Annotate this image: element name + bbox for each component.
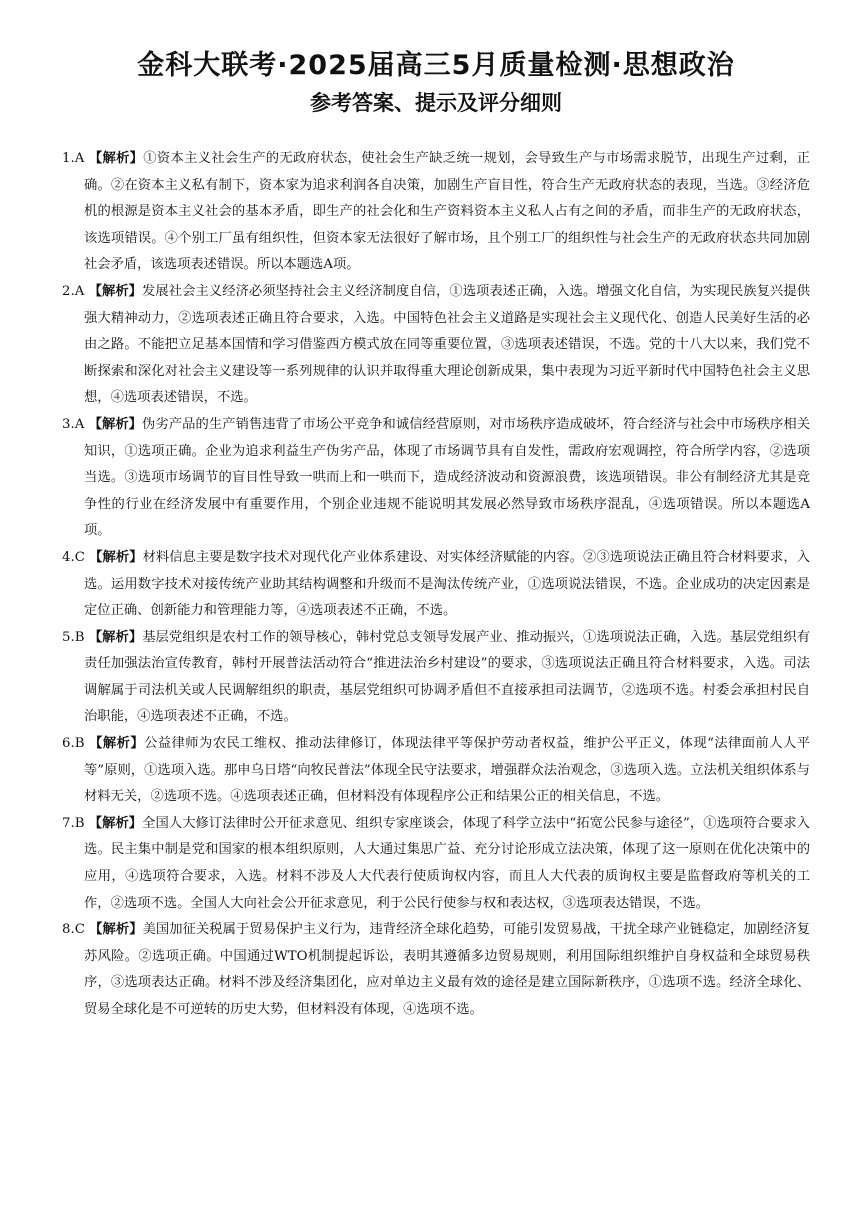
answer-choice: A (74, 283, 85, 299)
answer-choice: C (74, 549, 85, 565)
page-title: 金科大联考·2025届高三5月质量检测·思想政治 (137, 50, 735, 81)
analysis-text: 基层党组织是农村工作的领导核心，韩村党总支领导发展产业、推动振兴，①选项说法正确，入选。基层党组织有责任加强法治宣传教育，韩村开展普法活动符合“推进法治乡村建设”的要求，③选项说法正确且符合材料要求，入选。司法调解属于司法机关或人民调解组织的职责，基层党组织可协调矛盾但不直接承担司法调节，②选项不选。村委会承担村民自治职能，④选项表述不正确，不选。 (84, 629, 811, 725)
analysis-text: 美国加征关税属于贸易保护主义行为，违背经济全球化趋势，可能引发贸易战，干扰全球产业链稳定，加剧经济复苏风险。②选项正确。中国通过WTO机制提起诉讼，表明其遵循多边贸易规则，利用国际组织维护自身权益和全球贸易秩序，③选项表达正确。材料不涉及经济集团化，应对单边主义最有效的途径是建立国际新秩序，①选项不选。经济全球化、贸易全球化是不可逆转的历史大势，但材料没有体现，④选项不选。 (84, 922, 810, 1017)
analysis-tag: 【解析】 (89, 922, 143, 938)
answer-choice: B (74, 736, 85, 752)
analysis-tag: 【解析】 (88, 416, 143, 432)
answer-item (62, 731, 810, 811)
answer-choice: A (74, 416, 85, 432)
analysis-tag: 【解析】 (88, 283, 143, 299)
answer-number: 4. (62, 549, 75, 565)
answer-choice: A (74, 151, 85, 166)
analysis-tag: 【解析】 (88, 815, 143, 831)
analysis-text: 材料信息主要是数字技术对现代化产业体系建设、对实体经济赋能的内容。②③选项说法正确且符合材料要求，入选。运用数字技术对接传统产业助其结构调整和升级而不是淘汰传统产业，①选项说法错误，不选。企业成功的决定因素是定位正确、创新能力和管理能力等，④选项表述不正确，不选。 (84, 549, 810, 619)
analysis-text: 全国人大修订法律时公开征求意见、组织专家座谈会，体现了科学立法中“拓宽公民参与途径”，①选项符合要求入选。民主集中制是党和国家的根本组织原则，人大通过集思广益、充分讨论形成立法决策，体现了这一原则在优化决策中的应用，④选项符合要求，入选。材料不涉及人大代表行使质询权内容，而且人大代表的质询权主要是监督政府等机关的工作，②选项不选。全国人大向社会公开征求意见，利于公民行使参与权和表达权，③选项表达错误，不选。 (84, 815, 810, 911)
analysis-text: 发展社会主义经济必须坚持社会主义经济制度自信，①选项表述正确，入选。增强文化自信，为实现民族复兴提供强大精神动力，②选项表述正确且符合要求，入选。中国特色社会主义道路是实现社会主义现代化、创造人民美好生活的必由之路。不能把立足基本国情和学习借鉴西方模式放在同等重要位置，③选项表述错误，不选。党的十八大以来，我们党不断探索和深化对社会主义建设等一系列规律的认识并取得重大理论创新成果，集中表现为习近平新时代中国特色社会主义思想，④选项表述错误，不选。 (84, 283, 811, 406)
answer-number: 6. (62, 736, 75, 752)
answer-item (62, 412, 810, 545)
answer-item (62, 917, 810, 1023)
answer-number: 2. (62, 283, 75, 299)
answer-choice: B (74, 629, 85, 645)
analysis-text: 公益律师为农民工维权、推动法律修订，体现法律平等保护劳动者权益，维护公平正义，体现“法律面前人人平等”原则，①选项入选。那申乌日塔“向牧民普法”体现全民守法要求，增强群众法治观念，③选项入选。立法机关组织体系与材料无关，②选项不选。④选项表述正确，但材料没有体现程序公正和结果公正的相关信息，不选。 (84, 736, 811, 805)
answer-number: 8. (62, 922, 75, 938)
answer-list (62, 146, 810, 1024)
analysis-tag: 【解析】 (89, 549, 143, 565)
analysis-tag: 【解析】 (89, 736, 145, 752)
analysis-text: ①资本主义社会生产的无政府状态，使社会生产缺乏统一规划，会导致生产与市场需求脱节，出现生产过剩，正确。②在资本主义私有制下，资本家为追求利润各自决策，加剧生产盲目性，符合生产无政府状态的表现，当选。③经济危机的根源是资本主义社会的基本矛盾，即生产的社会化和生产资料资本主义私人占有之间的矛盾，而非生产的无政府状态，该选项错误。④个别工厂虽有组织性，但资本家无法很好了解市场，且个别工厂的组织性与社会生产的无政府状态共同加剧社会矛盾，该选项表述错误。所以本题选A项。 (84, 151, 810, 273)
answer-number: 3. (62, 416, 75, 432)
answer-item (62, 279, 810, 412)
answer-item (62, 545, 810, 625)
answer-choice: B (74, 815, 85, 831)
answer-choice: C (74, 922, 85, 938)
answer-item (62, 625, 810, 731)
answer-item (62, 146, 810, 279)
analysis-tag: 【解析】 (88, 151, 144, 166)
answer-number: 1. (62, 151, 75, 166)
answer-item (62, 811, 810, 917)
analysis-tag: 【解析】 (88, 629, 143, 645)
page-subtitle: 参考答案、提示及评分细则 (310, 91, 562, 115)
analysis-text: 伪劣产品的生产销售违背了市场公平竞争和诚信经营原则，对市场秩序造成破坏，符合经济与社会中市场秩序相关知识，①选项正确。企业为追求利益生产伪劣产品，体现了市场调节具有自发性，需政府宏观调控，符合所学内容，②选项当选。③选项市场调节的盲目性导致一哄而上和一哄而下，造成经济波动和资源浪费，该选项错误。非公有制经济尤其是竞争性的行业在经济发展中有重要作用，个别企业违规不能说明其发展必然导致市场秩序混乱，④选项错误。所以本题选A项。 (84, 416, 811, 539)
answer-number: 5. (62, 629, 75, 645)
answer-number: 7. (62, 815, 75, 831)
